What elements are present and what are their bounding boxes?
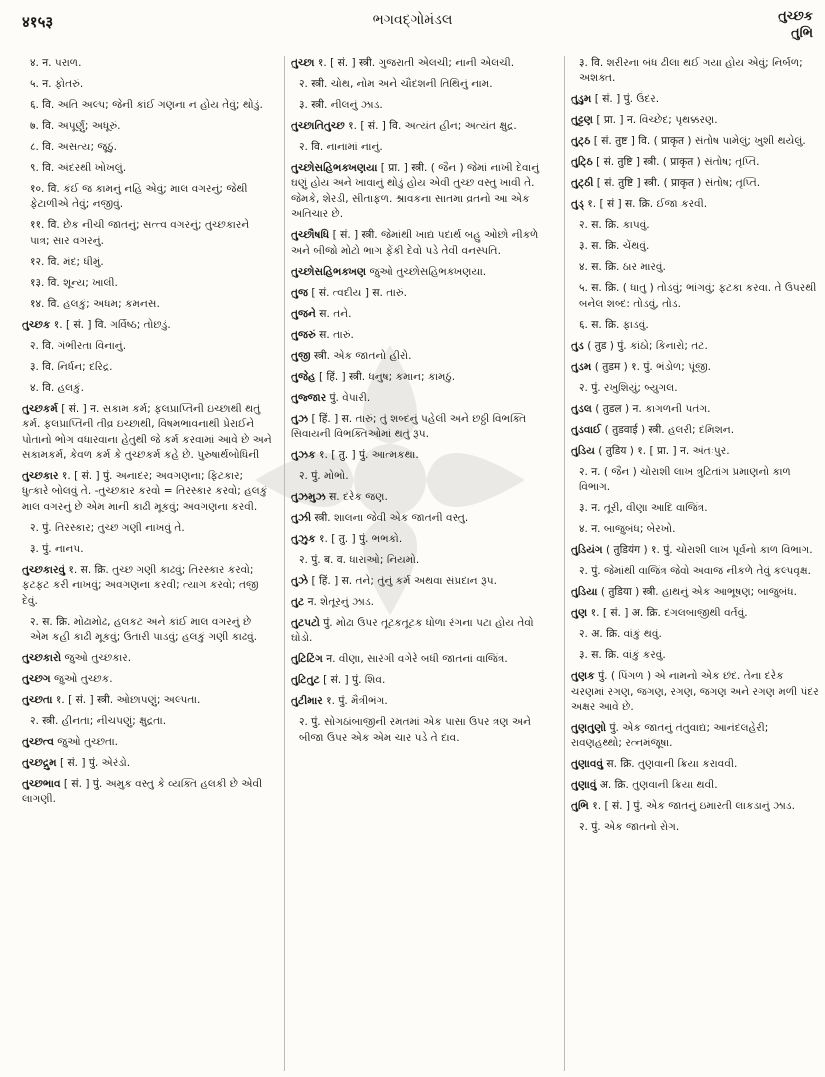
definition-text: ४. वि. હલકું. [30,381,84,394]
sense-line [579,56,819,87]
headword: તુટિતુટ [291,674,320,687]
headword: તુચ્છગ [22,673,51,686]
definition-text: જુઓ તુચ્છકાર. [61,652,132,665]
page-title: ભગવદ્ગોમંડલ [372,12,453,28]
guide-words [778,8,813,42]
sense-line [30,255,272,270]
sense-line [579,281,819,312]
dictionary-entry [571,197,819,212]
dictionary-entry [291,161,553,223]
sense-line [30,381,272,396]
dictionary-entry [291,412,553,443]
definition-text: २. न. ( જૈન ) ચોરાશી લાખ ત્રુટિતાંગ પ્રમાણનો કાળ વિભાગ. [579,465,791,494]
definition-text: १. [ सं ] स. क्रि. ઈજા કરવી. [583,198,708,211]
definition-text: अ. क्रि. તુણવાની ક્રિયા થવી. [596,779,718,792]
definition-text: ६. वि. અતિ અલ્પ; જેની કાંઈ ગણના ન હોય તેવું; થોડું. [30,99,263,111]
dictionary-entry [291,119,553,134]
headword: તુટિટિંગ [291,653,323,666]
headword: તુઝક [291,449,316,462]
dictionary-entry [291,574,553,589]
dictionary-entry [291,228,553,259]
definition-text: [ प्रा. ] न. વિચ્છેદ; પૃથક્કરણ. [593,114,718,127]
dictionary-entry [22,318,272,333]
definition-text: २. पुं. એક જાતનો રોગ. [579,821,680,834]
headword: તુજેહ [291,370,316,383]
definition-text: १. [ सं. ] वि. અત્યંત હીન; અત્યંત ક્ષુદ્ર. [344,120,517,132]
definition-text: १. [ सं. ] अ. क्रि. દગલબાજીથી વર્તવું. [587,607,748,620]
headword: તુચ્છક [22,318,51,331]
sense-line [299,98,553,113]
guide-word-first: તુચ્છક [778,9,813,24]
dictionary-entry [291,56,553,71]
definition-text: [ सं. ] पुं. શિવ. [319,674,386,687]
headword: તુટપટો [291,617,320,630]
dictionary-entry [291,652,553,667]
definition-text: ३. पुं. નાનપ. [30,542,84,555]
definition-text: स. તને. [315,307,352,320]
headword: તુચ્છકાર [22,470,59,483]
headword: તુણક [571,670,595,683]
definition-text: ( तुड ) पुं. કાંઠો; કિનારો; તટ. [583,339,708,352]
dictionary-entry [291,673,553,688]
definition-text: २. अ. क्रि. વાંકું થવું. [579,628,662,641]
headword: તુટ [291,596,305,609]
definition-text: ६. स. क्रि. ફાડવું. [579,318,649,331]
dictionary-entry [291,490,553,505]
headword: તુણતુણો [571,722,607,735]
headword: તુચ્છકારવું [22,563,66,576]
definition-text: न. શેતૂરનું ઝાડ. [304,596,374,609]
sense-line [579,318,819,333]
headword: તુટ્ઠ [571,135,591,148]
dictionary-entry [291,265,553,280]
definition-text: २. स. क्रि. કાપવું. [579,219,650,232]
definition-text: २. पुं. તિરસ્કાર; તુચ્છ ગણી નાખવું તે. [30,521,185,534]
sense-line [579,648,819,663]
headword: તુઝ [291,412,309,425]
headword: તુચ્છકર્મ [22,402,58,415]
dictionary-entry [291,286,553,301]
definition-text: १. [ सं. ] पुं. અનાદર; અવગણના; ફિટકાર; ધુત્કારે બોલવું તે. -તુચ્છકાર કરવો = તિરસ્કાર કરવો; હલકું માલ વગરનું છે એમ માની કાઢી મૂકવું; અવગણના કરવી. [22,470,268,513]
dictionary-entry [571,669,819,715]
definition-text: २. पुं. ब. व. ધારાઓ; નિયમો. [299,554,420,567]
column-right [564,56,819,1071]
definition-text: १. [ तु. ] पुं. ભભકો. [315,533,403,546]
definition-text: [ सं. ] स्त्री. જેમાંથી ખાદ્ય પદાર્થ બહુ ઓછો નીકળે અને બીજો મોટો ભાગ ફેંકી દેવો પડે તેવી વનસ્પતિ. [291,229,539,257]
definition-text: [ प्रा. ] स्त्री. ( જૈન ) જેમાં નાખી દેવાનું ઘણું હોય અને ખાવાનું થોડું હોય એવી તુચ્છ વસ્તુ ખાવી તે. જેમકે, શેરડી, સીતાફળ. શ્રાવકના સાતમા વ્રતનો આ એક અતિચાર છે. [291,162,540,221]
definition-text: स. તારું. [315,328,354,341]
sense-line [30,276,272,291]
definition-text: ( तुडिया ) स्त्री. હાથનું એક આભૂષણ; બાજુબંધ. [597,586,797,599]
headword: તુચ્છદ્રુમ [22,757,57,770]
dictionary-entry [291,448,553,463]
definition-text: ५. न. ફોતરું. [30,78,84,90]
dictionary-entry [571,444,819,459]
definition-text: [ सं. ] न. સકામ કર્મ; ફલપ્રાપ્તિની ઇચ્છાથી થતું કર્મ. ફલપ્રાપ્તિની તીવ્ર ઇચ્છાથી, વિષમભાવનાથી પ્રેરાઈને પોતાનો ભોગ વધારવાના હેતુથી જે કર્મ કરવામાં આવે છે અને સકામકર્મ, કેવળ કર્મ કે તુચ્છકર્મ કહે છે. પુરુષાર્થબોધિની [22,402,272,462]
headword: તુજ્જાર [291,391,327,404]
sense-line [579,239,819,254]
headword: તુઝી [291,512,312,525]
definition-text: २. स्त्री. ચોથ, નોમ અને ચૌદશની તિથિનું નામ. [299,78,493,90]
definition-text: २. पुं. રખુશિયું; બ્યુગલ. [579,381,678,394]
dictionary-entry [22,735,272,750]
column-middle [284,56,553,1071]
sense-line [579,465,819,496]
sense-line [30,161,272,176]
dictionary-entry [291,307,553,322]
guide-word-last: તુભિ [791,26,813,41]
definition-text: पुं. ( પિંગળ ) એ નામનો એક છંદ. તેના દરેક ચરણમાં રગણ, જગણ, રગણ, જગણ અને રગણ મળી પંદર અક્ષર આવે છે. [571,670,819,714]
definition-text: पुं. એક જાતનું તંતુવાદ્ય; આનંદલહેરી; રાવણહથ્થો; રત્નમંજૂષા. [571,722,769,750]
definition-text: स. દરેક જણ. [325,491,388,504]
definition-text: ३. वि. શરીરના બંધ ઢીલા થઈ ગયા હોય એવું; નિર્બળ; અશક્ત. [579,57,803,85]
dictionary-entry [571,134,819,149]
definition-text: [ सं. तुष्टि ] स्त्री. ( प्राकृत ) સંતોષ; તૃપ્તિ. [593,177,761,190]
definition-text: [ सं. ] पुं. અમુક વસ્તુ કે વ્યક્તિ હલકી છે એવી લાગણી. [22,778,263,806]
dictionary-entry [571,113,819,128]
headword: તુટ્ટણ [571,114,594,127]
dictionary-entry [291,595,553,610]
headword: તુણ [571,607,588,620]
headword: તુચ્છૌષધિ [291,229,330,242]
definition-text: २. वि. ગંભીરતા વિનાનું. [30,339,127,352]
definition-text: [ सं. ત્વદીય ] स. તારું. [308,286,407,299]
sense-line [579,501,819,516]
headword: તુઝમુઝ [291,491,326,504]
dictionary-entry [571,155,819,170]
definition-text: જુઓ તુચ્છક. [50,673,113,686]
sense-line [579,522,819,537]
sense-line [579,218,819,233]
dictionary-entry [22,756,272,771]
dictionary-entry [291,694,553,709]
definition-text: १. स. क्रि. તુચ્છ ગણી કાઢવું; તિરસ્કાર કરવો; ફટફટ કરી નાખવું; અવગણના કરવી; ત્યાગ કરવો; તજી દેવું. [22,563,259,607]
sense-line [299,77,553,92]
definition-text: ( तुडवाई ) स्त्री. હલરી; દમિશન. [601,423,735,436]
sense-line [30,339,272,354]
definition-text: ४. न. પરાળ. [30,57,82,69]
sense-line [299,469,553,484]
definition-text: ५. स. क्रि. ( ધાતુ ) તોડવું; ભાંગવું; ફટકા કરવા. તે ઉપરથી બનેલ શબ્દ: તોડવું, તોડ. [579,282,817,310]
headword: તુડિયા [571,586,598,599]
headword: તુભિ [571,800,589,813]
headword: તુચ્છોસહિભક્ખણ [291,265,367,278]
definition-text: [ सं. तुष्ट ] वि. ( प्राकृत ) સંતોષ પામેલું; ખુશી થયેલું. [590,135,806,148]
definition-text: १. [ सं. ] पुं. એક જાતનું ઇમારતી લાકડાનું ઝાડ. [588,800,795,813]
sense-line [579,381,819,396]
page-header [0,0,825,52]
dictionary-entry [22,672,272,687]
definition-text: [ हिं. ] स्त्री. ધનુષ; કમાન; કામઠું. [315,370,456,383]
headword: તુડિયંગ [571,544,603,557]
headword: તુજને [291,307,316,320]
dictionary-entry [291,616,553,647]
headword: તુચ્છા [291,57,315,69]
column-left [22,56,272,1071]
dictionary-entry [571,778,819,793]
dictionary-entry [22,469,272,515]
definition-text: २. स्त्री. હીનતા; નીચપણું; ક્ષુદ્રતા. [30,715,167,728]
definition-text: स्त्री. શાલના જેવી એક જાતની વસ્તુ. [311,512,469,525]
definition-text: ( तुडल ) न. કાગળની પતંગ. [591,402,711,415]
dictionary-entry [571,585,819,600]
dictionary-entry [571,92,819,107]
headword: તુટ્ઠી [571,177,594,190]
definition-text: पुं. વેપારી. [326,391,371,404]
definition-text: જુઓ તુચ્છોસહિભક્ખણયા. [366,265,487,278]
definition-text: ३. स. क्रि. વાંકું કરવું. [579,649,666,662]
dictionary-entry [22,402,272,464]
dictionary-entry [571,423,819,438]
sense-line [30,77,272,92]
headword: તુચ્છાતિતુચ્છ [291,120,345,132]
dictionary-entry [22,777,272,808]
sense-line [579,627,819,642]
dictionary-entry [22,563,272,609]
headword: તુણાવું [571,779,597,792]
definition-text: १. [ सं. ] स्त्री. ગુજરાતી એલચી; નાની એલચી. [314,57,515,69]
sense-line [30,542,272,557]
definition-text: १. [ तु. ] पुं. આત્મકથા. [315,449,419,462]
definition-text: स्त्री. એક જાતનો હીરો. [310,349,412,362]
definition-text: पुं. મોઢા ઉપર તૂટકતૂટક ધોળા રંગના પટા હોય તેવો ઘોડો. [291,617,534,645]
definition-text: २. वि. નાનામાં નાનું. [299,141,383,153]
definition-text: જુઓ તુચ્છતા. [53,736,119,749]
headword: તુચ્છતા [22,694,53,707]
definition-text: ( तुडियंग ) १. पुं. ચોરાશી લાખ પૂર્વનો કાળ વિભાગ. [602,544,813,557]
dictionary-entry [291,349,553,364]
dictionary-entry [571,606,819,621]
sense-line [579,820,819,835]
headword: તુજરું [291,328,316,341]
sense-line [30,98,272,113]
definition-text: २. पुं. મોભો. [299,470,349,483]
sense-line [30,360,272,375]
headword: તુણાવવું [571,758,604,771]
headword: તુચ્છભાવ [22,778,61,791]
dictionary-entry [291,532,553,547]
dictionary-entry [291,328,553,343]
definition-text: न. વીણા, સારંગી વગેરે બધી જાતનાં વાજિંત્ર. [322,653,508,666]
sense-line [30,714,272,729]
dictionary-entry [571,402,819,417]
headword: તુચ્છત્વ [22,736,54,749]
definition-text: १०. वि. કંઈ જ કામનું નહિ એવું; માલ વગરનું; જેથી ફેટાળીએ તેવું; નજીવું. [30,183,248,211]
definition-text: ३. वि. નિર્ધન; દરિદ્ર. [30,360,113,373]
dictionary-entry [571,339,819,354]
definition-text: स. क्रि. તુણવાની ક્રિયા કરાવવી. [603,758,738,771]
headword: તુચ્છકારો [22,652,62,665]
dictionary-entry [571,721,819,752]
definition-text: ८. वि. અસત્ય; જૂઠું. [30,141,117,153]
headword: તુચ્છોસહિભક્ખણયા [291,162,378,174]
headword: તુઝુક [291,533,316,546]
definition-text: ९. वि. અંદરથી ખોખલું. [30,162,127,174]
definition-text: २. पुं. સોગઠાંબાજીની રમતમાં એક પાસા ઉપર ત્રણ અને બીજા ઉપર એક એમ ચાર પડે તે દાવ. [299,716,532,744]
definition-text: १. पुं. મૈત્રીભંગ. [322,695,388,708]
definition-text: १. [ सं. ] वि. ગર્વિષ્ઠ; તોછડું. [50,318,171,331]
dictionary-entry [571,176,819,191]
headword: તુડમ [571,360,592,373]
dictionary-entry [571,799,819,814]
dictionary-columns [22,56,819,1071]
sense-line [30,521,272,536]
definition-text: २. स. क्रि. મોઢામોઢ, હલકટ અને કાંઈ માલ વગરનું છે એમ કહી કાઢી મૂકવું; ઉતારી પાડવું; હલકું ગણી કાઢવું. [30,615,258,644]
headword: તુડિય [571,444,595,457]
sense-line [30,182,272,213]
headword: તુજી [291,349,311,362]
definition-text: [ हिं. ] स. તારું; તું શબ્દનું પહેલી અને છઠ્ઠી વિભક્તિ સિવાયની વિભક્તિઓમાં થતું રૂપ. [291,412,527,441]
sense-line [30,56,272,71]
headword: તુડલ [571,402,592,415]
sense-line [299,553,553,568]
dictionary-entry [571,757,819,772]
page-number: ४१५३ [22,13,54,31]
headword: તુજ [291,286,309,299]
definition-text: [ सं. तुष्टि ] स्त्री. ( प्राकृत ) સંતોષ; તૃપ્તિ. [592,156,760,169]
dictionary-entry [291,511,553,526]
dictionary-entry [22,651,272,666]
definition-text: १४. वि. હલકું; અધમ; કમનસ. [30,297,160,310]
definition-text: १. [ सं. ] स्त्री. ઓછાપણું; અલ્પતા. [52,694,201,707]
headword: તુઝે [291,575,309,588]
definition-text: ३. स. क्रि. ચેંથવું. [579,240,650,253]
sense-line [30,119,272,134]
dictionary-entry [571,360,819,375]
headword: તુડ્ [571,198,584,211]
definition-text: ( तुडम ) १. पुं. ભંડોળ; પૂંજી. [591,360,712,373]
sense-line [299,715,553,746]
definition-text: ३. स्त्री. નીલનું ઝાડ. [299,99,383,111]
headword: તુટીમાર [291,695,323,708]
sense-line [579,564,819,579]
sense-line [299,140,553,155]
definition-text: ( तुडिय ) १. [ प्रा. ] न. અંતઃપુર. [594,444,730,457]
sense-line [30,218,272,249]
sense-line [579,260,819,275]
headword: તુડ [571,339,584,352]
sense-line [30,615,272,646]
headword: તુડુમ [571,93,592,106]
definition-text: [ सं. ] पुं. ઉંદર. [591,93,660,106]
definition-text: [ हिं. ] स. તને; તુંનું કર્મ અથવા સંપ્રદાન રૂપ. [308,575,497,588]
definition-text: ४. स. क्रि. ઠાર મારવું. [579,261,666,274]
sense-line [30,297,272,312]
definition-text: ४. न. બાજુબંધ; બેરખો. [579,523,676,536]
definition-text: २. पुं. જેમાંથી વાજિંત્ર જેવો અવાજ નીકળે તેવું કલ્પવૃક્ષ. [579,565,812,578]
dictionary-entry [291,370,553,385]
definition-text: [ सं. ] पुं. એરંડો. [56,757,131,770]
definition-text: ७. वि. અપૂર્ણું; અધૂરું. [30,120,121,132]
dictionary-entry [22,693,272,708]
definition-text: १२. वि. મંદ; ધીમું. [30,255,104,268]
headword: તુટ્ઠિ [571,156,593,169]
definition-text: १३. वि. શૂન્ય; ખાલી. [30,276,118,289]
definition-text: ३. न. તૂરી, વીણા આદિ વાજિંત્ર. [579,502,708,515]
sense-line [30,140,272,155]
dictionary-entry [291,391,553,406]
definition-text: ११. वि. છેક નીચી જાતનું; સત્ત્વ વગરનું; તુચ્છકારને પાત્ર; સાર વગરનું. [30,219,250,247]
dictionary-entry [571,543,819,558]
headword: તુડવાઈ [571,423,602,436]
